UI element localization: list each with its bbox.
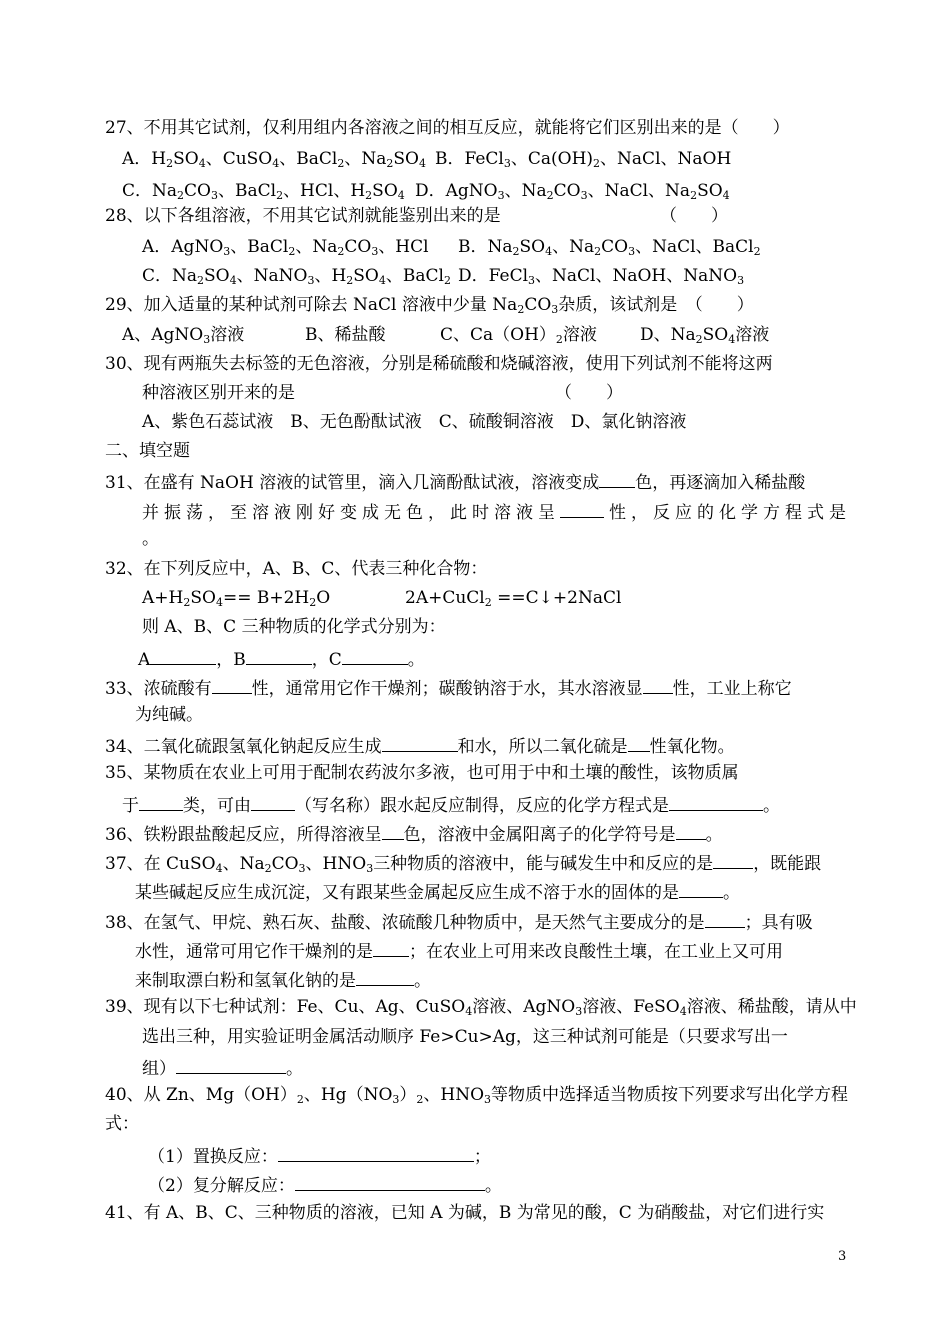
q33-line2: 为纯碱。 <box>135 705 203 725</box>
q27-stem: 27、不用其它试剂，仅利用组内各溶液之间的相互反应，就能将它们区别出来的是（ ） <box>105 118 790 138</box>
answer-blank[interactable] <box>176 1058 286 1074</box>
q32-equation-2: 2A+CuCl$_2$ ==C↓+2NaCl <box>405 588 622 609</box>
q27-option-b: B．FeCl$_3$、$Ca(OH)_2$、NaCl、NaOH <box>435 149 732 170</box>
q27-option-c: C．$Na_2CO_3$、BaCl$_2$、HCl、$H_2SO_4$ <box>122 181 405 202</box>
q35-line2: 于 类，可由 （写名称）跟水起反应制得，反应的化学方程式是 。 <box>122 796 780 816</box>
q38-line2: 水性，通常可用它作干燥剂的是 ；在农业上可用来改良酸性土壤，在工业上又可用 <box>135 942 783 962</box>
q31-line3: 。 <box>142 529 159 549</box>
answer-blank[interactable] <box>560 502 604 518</box>
q30-line1: 30、现有两瓶失去标签的无色溶液，分别是稀硫酸和烧碱溶液，使用下列试剂不能将这两 <box>105 354 773 374</box>
q35-line1: 35、某物质在农业上可用于配制农药波尔多液，也可用于中和土壤的酸性，该物质属 <box>105 763 739 783</box>
q40-reaction-1: （1）置换反应： ； <box>148 1147 491 1167</box>
answer-blank[interactable] <box>676 824 706 840</box>
q39-line2: 选出三种，用实验证明金属活动顺序 Fe>Cu>Ag，这三种试剂可能是（只要求写出一 <box>142 1027 788 1047</box>
q31-line2: 并振荡，至溶液刚好变成无色，此时溶液呈 性，反应的化学方程式是 <box>142 503 846 523</box>
q27-option-d: D．AgNO$_3$、$Na_2CO_3$、NaCl、$Na_2SO_4$ <box>415 181 730 202</box>
answer-blank[interactable] <box>212 678 252 694</box>
q32-equation-1: $A+H_2SO_4== B+2H_2O$ <box>142 588 331 609</box>
q38-line1: 38、在氢气、甲烷、熟石灰、盐酸、浓硫酸几种物质中，是天然气主要成分的是 ；具有吸 <box>105 913 813 933</box>
answer-blank[interactable] <box>643 678 673 694</box>
answer-blank[interactable] <box>679 882 723 898</box>
answer-blank[interactable] <box>342 649 408 665</box>
q30-options: A、紫色石蕊试液 B、无色酚酞试液 C、硫酸铜溶液 D、氯化钠溶液 <box>142 412 687 432</box>
answer-blank[interactable] <box>246 649 312 665</box>
q28-option-c: C．$Na_2SO_4$、NaNO$_3$、$H_2SO_4$、BaCl$_2$ <box>142 266 451 287</box>
q32-ask: 则 A、B、C 三种物质的化学式分别为： <box>142 617 446 637</box>
q27-option-a: A．$H_2SO_4$、CuSO$_4$、BaCl$_2$、$Na_2SO_4$ <box>122 149 426 170</box>
q32-answers: A ，B ，C 。 <box>138 650 425 670</box>
q34-line: 34、二氧化硫跟氢氧化钠起反应生成 和水，所以二氧化硫是 性氧化物。 <box>105 737 735 757</box>
answer-blank[interactable] <box>382 824 404 840</box>
answer-blank[interactable] <box>139 795 183 811</box>
q38-line3: 来制取漂白粉和氢氧化钠的是 。 <box>135 971 431 991</box>
q40-line1: 40、从 Zn、$Mg(OH)_2$、$Hg(NO_3)_2$、$HNO_3$等物质中选择适当物质按下列要求写出化学方程 <box>105 1085 849 1106</box>
q32-stem: 32、在下列反应中，A、B、C、代表三种化合物： <box>105 559 488 579</box>
answer-blank[interactable] <box>373 941 409 957</box>
q40-line2: 式： <box>105 1114 139 1134</box>
q29-option-d: D、$Na_2SO_4$溶液 <box>640 325 770 346</box>
answer-blank[interactable] <box>278 1146 474 1162</box>
q41-line1: 41、有 A、B、C、三种物质的溶液，已知 A 为碱，B 为常见的酸，C 为硝酸盐，对它们进行实 <box>105 1203 825 1223</box>
q29-stem: 29、加入适量的某种试剂可除去 NaCl 溶液中少量 $Na_2CO_3$杂质，该试剂是 （ ） <box>105 295 754 316</box>
q28-option-b: B．$Na_2SO_4$、$Na_2CO_3$、NaCl、BaCl$_2$ <box>458 237 761 258</box>
q36-line: 36、铁粉跟盐酸起反应，所得溶液呈 色，溶液中金属阳离子的化学符号是 。 <box>105 825 723 845</box>
q29-option-c: C、$Ca(OH)_2$溶液 <box>440 325 597 346</box>
answer-blank[interactable] <box>713 853 753 869</box>
answer-blank[interactable] <box>599 472 635 488</box>
answer-blank[interactable] <box>628 736 650 752</box>
answer-blank[interactable] <box>251 795 295 811</box>
q29-option-b: B、稀盐酸 <box>305 325 386 345</box>
q37-line2: 某些碱起反应生成沉淀，又有跟某些金属起反应生成不溶于水的固体的是 。 <box>135 883 740 903</box>
answer-blank[interactable] <box>669 795 763 811</box>
q39-line3: 组） 。 <box>142 1059 303 1079</box>
q29-option-a: A、AgNO$_3$溶液 <box>122 325 245 346</box>
q28-stem: 28、以下各组溶液，不用其它试剂就能鉴别出来的是 <box>105 206 501 226</box>
q31-line1: 31、在盛有 NaOH 溶液的试管里，滴入几滴酚酞试液，溶液变成 色，再逐滴加入稀盐酸 <box>105 473 806 493</box>
q37-line1: 37、在 CuSO$_4$、$Na_2CO_3$、$HNO_3$三种物质的溶液中，能与碱发生中和反应的是 ，既能跟 <box>105 854 822 875</box>
answer-blank[interactable] <box>356 970 414 986</box>
answer-blank[interactable] <box>295 1175 485 1191</box>
page-number: 3 <box>838 1249 847 1264</box>
answer-blank[interactable] <box>705 912 745 928</box>
section-heading-fill-blank: 二、填空题 <box>105 441 190 461</box>
q28-answer-paren: （ ） <box>660 206 728 226</box>
q33-line1: 33、浓硫酸有 性，通常用它作干燥剂；碳酸钠溶于水，其水溶液显 性，工业上称它 <box>105 679 792 699</box>
q28-option-d: D．FeCl$_3$、NaCl、NaOH、NaNO$_3$ <box>458 266 745 287</box>
answer-blank[interactable] <box>150 649 216 665</box>
q30-answer-paren: （ ） <box>555 383 623 403</box>
q30-line2: 种溶液区别开来的是 <box>142 383 295 403</box>
q28-option-a: A．AgNO$_3$、BaCl$_2$、$Na_2CO_3$、HCl <box>142 237 429 258</box>
answer-blank[interactable] <box>382 736 458 752</box>
q39-line1: 39、现有以下七种试剂：Fe、Cu、Ag、CuSO$_4$溶液、AgNO$_3$溶液、FeSO$_4$溶液、稀盐酸，请从中 <box>105 997 857 1018</box>
q40-reaction-2: （2）复分解反应： 。 <box>148 1176 502 1196</box>
